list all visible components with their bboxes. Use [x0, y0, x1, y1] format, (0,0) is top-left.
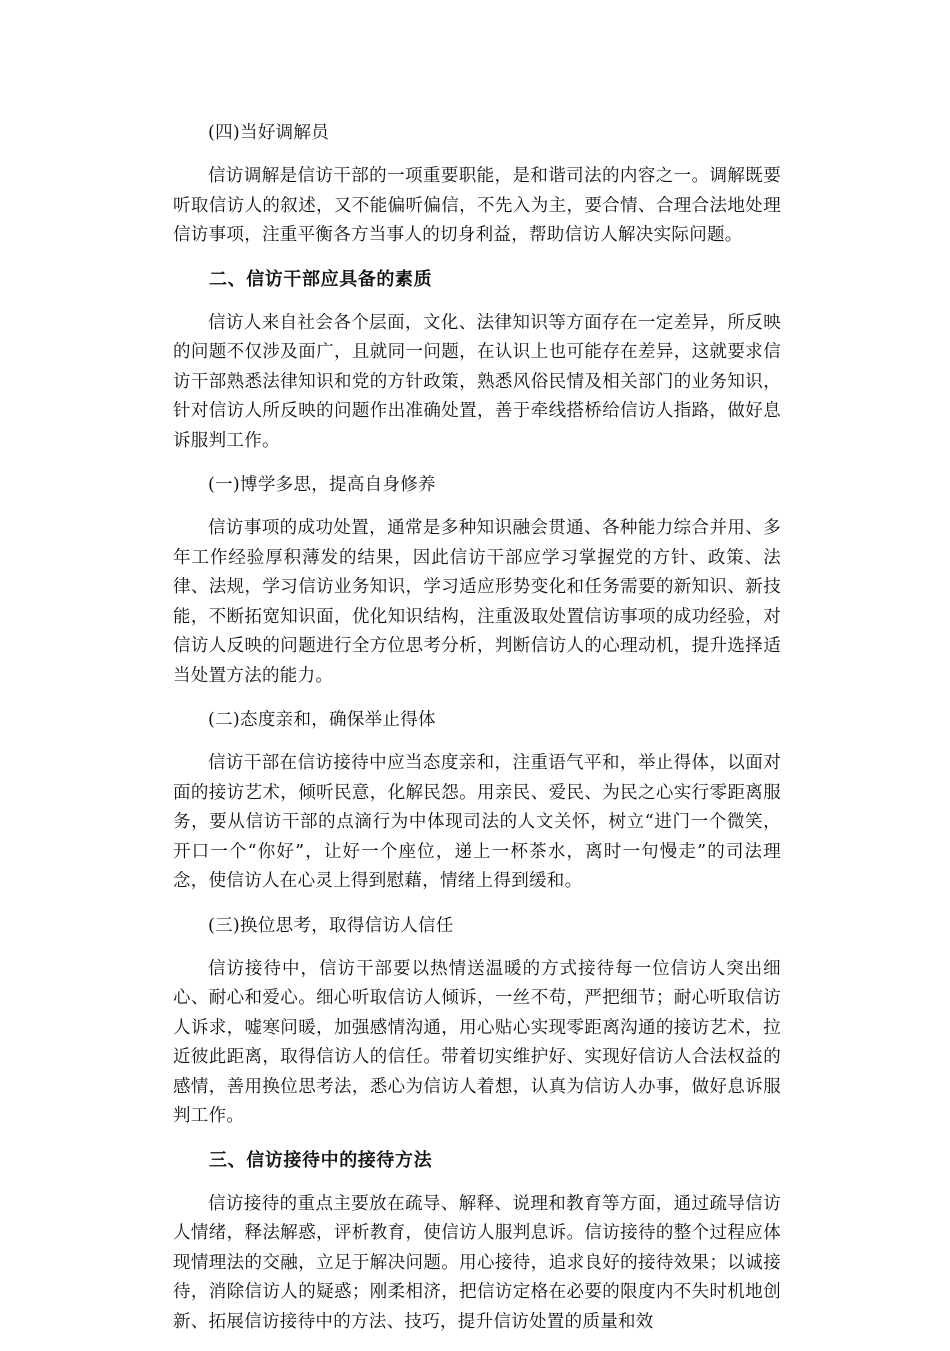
- paragraph-mediation: 信访调解是信访干部的一项重要职能，是和谐司法的内容之一。调解既要听取信访人的叙述，又不能偏听偏信，不先入为主，要合情、合理合法地处理信访事项，注重平衡各方当事人的切身利益，帮助信访人解决实际问题。: [173, 166, 781, 245]
- paragraph-attitude: 信访干部在信访接待中应当态度亲和，注重语气平和，举止得体，以面对面的接访艺术，倾听民意，化解民怨。用亲民、爱民、为民之心实行零距离服务，要从信访干部的点滴行为中体现司法的人文关怀，树立“进门一个微笑，开口一个“你好”，让好一个座位，递上一杯茶水，离时一句慢走”的司法理念，使信访人在心灵上得到慰藉，情绪上得到缓和。: [173, 753, 781, 891]
- document-page: [173, 118, 781, 1351]
- paragraph-empathy: 信访接待中，信访干部要以热情送温暖的方式接待每一位信访人突出细心、耐心和爱心。细心听取信访人倾诉，一丝不苟，严把细节；耐心听取信访人诉求，嘘寒问暖，加强感情沟通，用心贴心实现零距离沟通的接访艺术，拉近彼此距离，取得信访人的信任。带着切实维护好、实现好信访人合法权益的感情，善用换位思考法，悉心为信访人着想，认真为信访人办事，做好息诉服判工作。: [173, 958, 781, 1126]
- section-heading-methods: 三、信访接待中的接待方法: [209, 1149, 433, 1171]
- subsection-title-learning: (一)博学多思，提高自身修养: [208, 475, 436, 495]
- subsection-title-attitude: (二)态度亲和，确保举止得体: [208, 710, 436, 730]
- paragraph-qualities-intro: 信访人来自社会各个层面，文化、法律知识等方面存在一定差异，所反映的问题不仅涉及面广，且就同一问题，在认识上也可能存在差异，这就要求信访干部熟悉法律知识和党的方针政策，熟悉风俗民情及相关部门的业务知识，针对信访人所反映的问题作出准确处置，善于牵线搭桥给信访人指路，做好息诉服判工作。: [173, 312, 781, 451]
- paragraph-methods: 信访接待的重点主要放在疏导、解释、说理和教育等方面，通过疏导信访人情绪，释法解惑，评析教育，使信访人服判息诉。信访接待的整个过程应体现情理法的交融，立足于解决问题。用心接待，追求良好的接待效果；以诚接待，消除信访人的疑惑；刚柔相济，把信访定格在必要的限度内不失时机地创新、拓展信访接待中的方法、技巧，提升信访处置的质量和效: [173, 1193, 781, 1332]
- paragraph-learning: 信访事项的成功处置，通常是多种知识融会贯通、各种能力综合并用、多年工作经验厚积薄发的结果，因此信访干部应学习掌握党的方针、政策、法律、法规，学习信访业务知识，学习适应形势变化和任务需要的新知识、新技能，不断拓宽知识面，优化知识结构，注重汲取处置信访事项的成功经验，对信访人反映的问题进行全方位思考分析，判断信访人的心理动机，提升选择适当处置方法的能力。: [173, 518, 781, 686]
- subsection-title-mediator: (四)当好调解员: [208, 123, 330, 143]
- section-heading-qualities: 二、信访干部应具备的素质: [209, 268, 433, 290]
- subsection-title-empathy: (三)换位思考，取得信访人信任: [208, 915, 454, 936]
